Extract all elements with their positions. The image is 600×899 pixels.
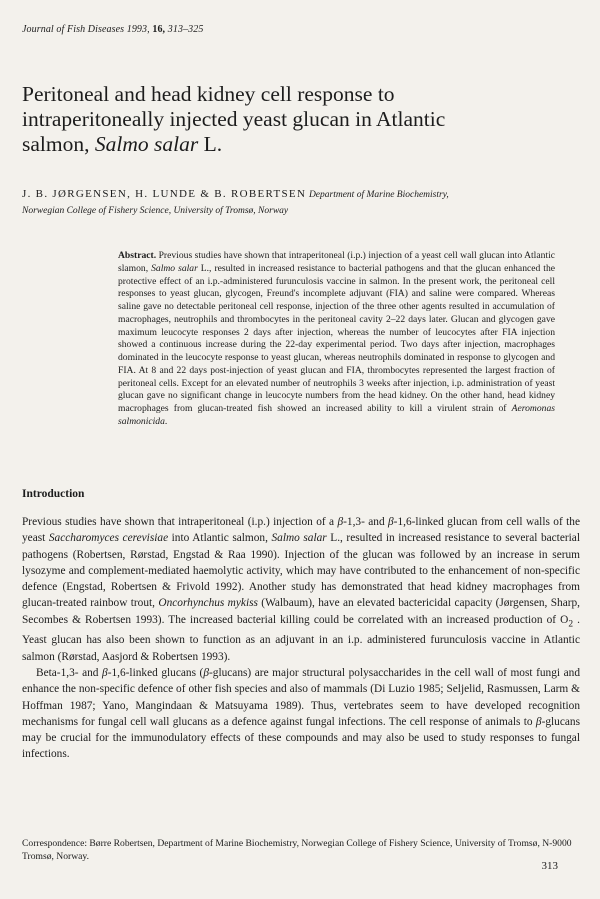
p1-text-a: Previous studies have shown that intraperitoneal (i.p.) injection of a: [22, 516, 338, 528]
p1-species-2: Salmo salar: [271, 532, 327, 545]
page-number: 313: [541, 860, 558, 872]
affiliation-institution: Norwegian College of Fishery Science, University of Tromsø, Norway: [22, 206, 289, 216]
introduction-heading: Introduction: [22, 488, 85, 500]
intro-paragraph-1: [22, 514, 580, 665]
p2-text-c: -glucans) are major structural polysaccharides in the cell wall of most fungi and enhance the non-specific defence of other fish species and also of mammals (Di Luzio 1985; Seljelid, Rasmussen, Larm & Hoffman 1987; Yano, Mangindaan & Matsuyama 1989). Thus, vertebrates seem to have developed recognition mechanisms for fungal cell wall glucans as a defence against fungal infections. The cell response of animals to: [22, 666, 580, 728]
journal-year: 1993,: [126, 24, 150, 35]
journal-citation: [22, 24, 203, 35]
p2-beta-2: β: [203, 666, 209, 679]
p2-beta-3: β: [535, 715, 542, 728]
p1-text-d: into Atlantic salmon,: [168, 532, 272, 545]
p2-text-d: -glucans may be crucial for the immunodulatory effects of these compounds and may also be used to study responses to fungal infections.: [22, 715, 580, 761]
journal-name: Journal of Fish Diseases: [22, 24, 125, 35]
abstract-text-1: Previous studies have shown that intraperitoneal (i.p.) injection of a yeast cell wall glucan into Atlantic slamon,: [118, 250, 555, 274]
p1-text-g: . Yeast glucan has also been shown to function as an adjuvant in an i.p. administered furunculosis vaccine in Atlantic salmon (Rørstad, Aasjord & Robertsen 1993).: [22, 613, 581, 663]
p1-species-1: Saccharomyces cerevisiae: [48, 532, 169, 545]
correspondence-footnote: Correspondence: Børre Robertsen, Department of Marine Biochemistry, Norwegian College of Fishery Science, University of Tromsø, N-9000 Tromsø, Norway.: [22, 838, 572, 862]
abstract-text-2: L., resulted in increased resistance to bacterial pathogens and that the glucan enhanced the protective effect of an i.p.-administered furunculosis vaccine in salmon. In the present work, the peritoneal cell responses to yeast glucan, glycogen, Freund's incomplete adjuvant (FIA) and saline were compared. Whereas saline gave no detectable peritoneal cell response, injection of the three other agents resulted in accumulation of macrophages, neutrophils and thrombocytes in the peritoneal cavity 2–22 days later. Glucan and glycogen gave maximum leucocyte responses 2 days after injection, whereas the number of leucocytes after FIA injection showed a continuous increase during the 22-day experimental period. Two days after injection, macrophages dominated in the leucocyte response to yeast glucan, whereas neutrophils dominated in response to glycogen and FIA. At 8 and 22 days post-injection of yeast glucan and FIA, thrombocytes represented the largest fraction of peritoneal cells. Except for an elevated number of neutrophils 3 weeks after injection, i.p. administration of yeast glucan gave no significant change in leucocyte numbers from the head kidney. On the other hand, head kidney macrophages from glucan-treated fish showed an increased ability to kill a virulent strain of: [118, 262, 556, 414]
abstract-label: Abstract.: [118, 250, 157, 261]
abstract-text-3: .: [164, 415, 168, 427]
title-line-3: salmon,: [22, 132, 95, 156]
p1-text-b: -1,3- and: [343, 516, 389, 528]
affiliation-dept: Department of Marine Biochemistry,: [308, 190, 449, 200]
journal-pages: 313–325: [167, 24, 204, 35]
journal-volume: 16,: [152, 24, 166, 35]
p1-subscript: 2: [568, 619, 574, 630]
p2-beta-1: β: [102, 666, 108, 679]
p1-text-e: L., resulted in increased resistance to several bacterial pathogens (Robertsen, Rørstad, Engstad & Raa 1990). Injection of the glucan was followed by an increase in serum lysozyme and complement-mediated haemolytic activity, which may have contributed to the enhancement of non-specific defence (Engstad, Robertsen & Frivold 1992). Another study has demonstrated that head kidney macrophages from glucan-treated rainbow trout,: [22, 532, 580, 610]
title-species: Salmo salar: [94, 132, 199, 156]
title-line-3-end: L.: [198, 132, 223, 156]
abstract: [118, 250, 555, 429]
p1-beta-2: β: [388, 516, 394, 528]
p1-text-c: -1,6-linked glucan from cell walls of the yeast: [22, 516, 580, 545]
author-block: [22, 187, 582, 219]
article-title: [22, 82, 562, 157]
intro-paragraph-2: [22, 665, 580, 763]
abstract-species-1: Salmo salar: [151, 262, 198, 274]
p2-text-b: -1,6-linked glucans (: [107, 666, 204, 679]
p1-species-3: Oncorhynchus mykiss: [158, 597, 258, 610]
p1-beta-1: β: [337, 516, 344, 528]
title-line-1: Peritoneal and head kidney cell response to: [22, 82, 395, 106]
title-line-2: intraperitoneally injected yeast glucan in Atlantic: [22, 107, 446, 131]
author-names: J. B. JØRGENSEN, H. LUNDE & B. ROBERTSEN: [22, 188, 307, 200]
abstract-species-2: Aeromonas salmonicida: [118, 403, 555, 427]
p1-text-f: (Walbaum), have an elevated bactericidal capacity (Jørgensen, Sharp, Secombes & Robertsen 1993). The increased bacterial killing could be correlated with an increased production of O: [22, 597, 581, 626]
p2-text-a: Beta-1,3- and: [36, 666, 103, 679]
introduction-body: [22, 514, 580, 763]
